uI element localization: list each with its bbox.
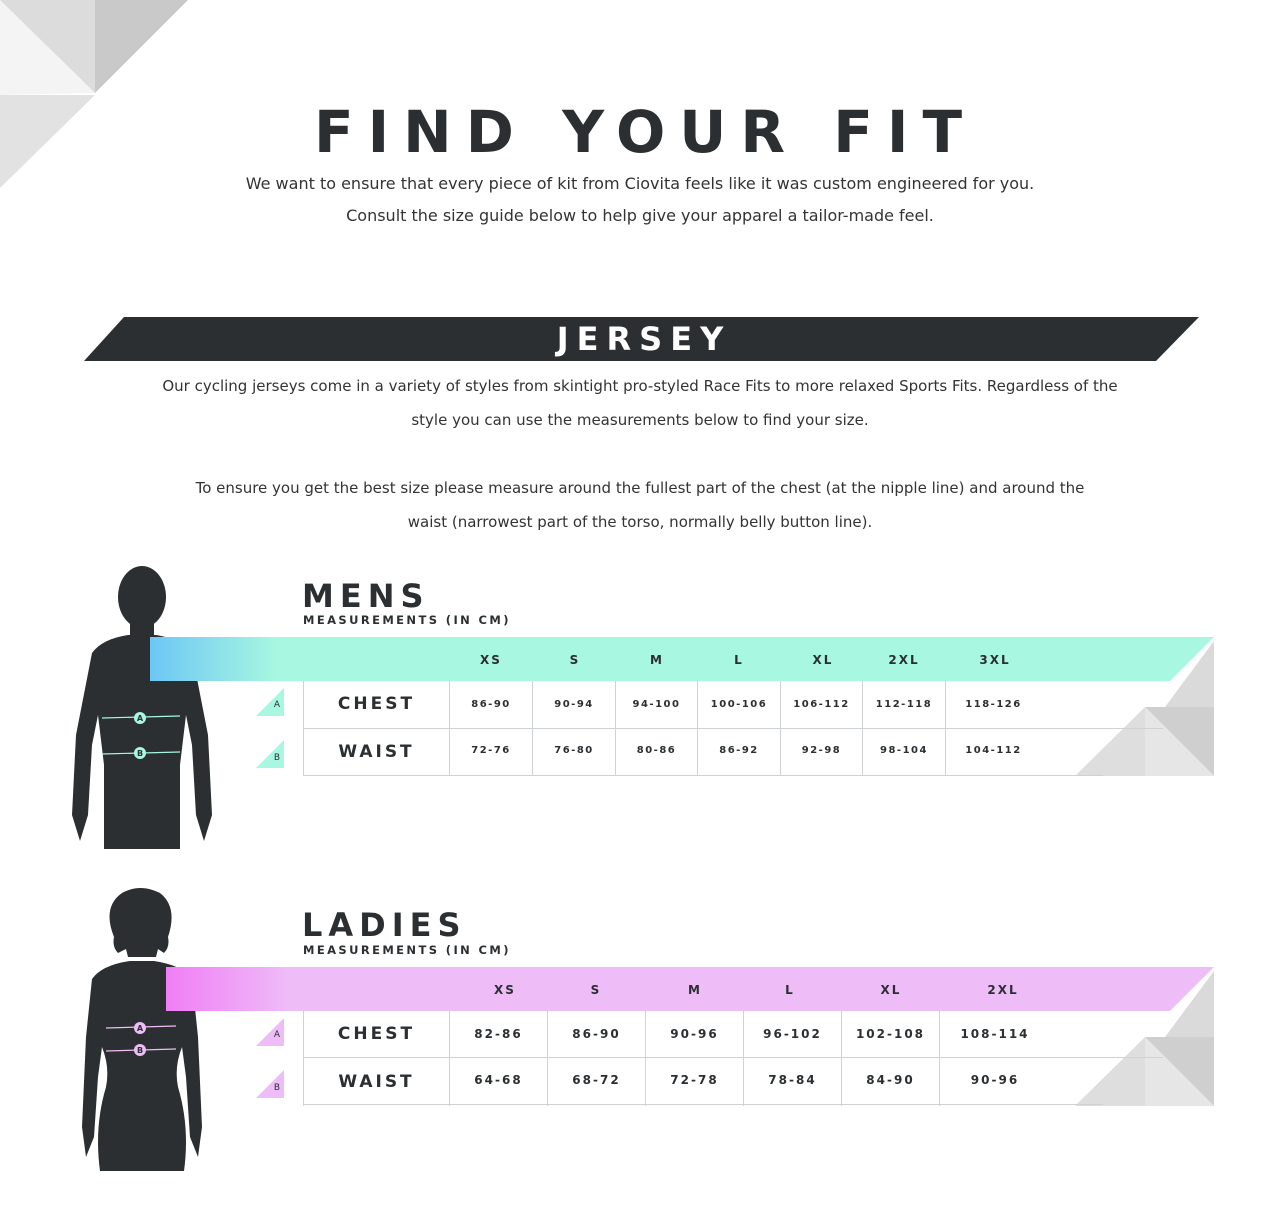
mens-corner-triangles-decoration: [1075, 637, 1215, 777]
svg-text:B: B: [136, 1046, 144, 1055]
mens-chest-2xl: 112-118: [875, 699, 933, 710]
mens-marker-a-letter: A: [273, 700, 281, 710]
ladies-chest-l: 96-102: [763, 1027, 822, 1041]
mens-size-s: S: [569, 653, 581, 667]
mens-waist-s: 76-80: [554, 745, 594, 756]
mens-waist-xl: 92-98: [801, 745, 842, 756]
mens-chest-xs: 86-90: [471, 699, 511, 710]
ladies-waist-2xl: 90-96: [970, 1073, 1020, 1087]
page-title: FIND YOUR FIT: [313, 98, 977, 166]
ladies-chest-m: 90-96: [670, 1027, 719, 1041]
mens-size-m: M: [650, 653, 664, 667]
ladies-subtitle: MEASUREMENTS (IN CM): [303, 943, 511, 957]
ladies-chest-xl: 102-108: [855, 1027, 926, 1041]
ladies-row-label-chest: CHEST: [337, 1024, 416, 1044]
mens-chest-m: 94-100: [632, 699, 681, 710]
ladies-size-xs: XS: [494, 983, 516, 997]
male-silhouette-icon: [62, 565, 222, 851]
ladies-waist-l: 78-84: [768, 1073, 817, 1087]
mens-size-xl: XL: [812, 653, 834, 667]
mens-row-label-waist: WAIST: [338, 742, 415, 762]
ladies-waist-xl: 84-90: [866, 1073, 915, 1087]
mens-waist-3xl: 104-112: [965, 745, 1022, 756]
ladies-marker-a-letter: A: [273, 1030, 281, 1040]
mens-size-3xl: 3XL: [979, 653, 1011, 667]
ladies-waist-s: 68-72: [572, 1073, 621, 1087]
measure-instructions-line-1: To ensure you get the best size please measure around the fullest part of the chest (at the nipple line) and around the: [195, 479, 1085, 497]
jersey-title: JERSEY: [556, 320, 732, 358]
jersey-description-line-2: style you can use the measurements below to find your size.: [411, 411, 869, 429]
mens-chest-xl: 106-112: [793, 699, 850, 710]
ladies-size-l: L: [785, 983, 795, 997]
mens-chest-3xl: 118-126: [965, 699, 1022, 710]
ladies-size-s: S: [590, 983, 602, 997]
jersey-description-line-1: Our cycling jerseys come in a variety of styles from skintight pro-styled Race Fits to more relaxed Sports Fits. Regardless of the: [162, 377, 1118, 395]
mens-size-l: L: [734, 653, 744, 667]
mens-chest-l: 100-106: [710, 699, 768, 710]
mens-row-label-chest: CHEST: [337, 694, 416, 714]
svg-text:A: A: [136, 714, 144, 723]
ladies-waist-m: 72-78: [670, 1073, 719, 1087]
ladies-size-m: M: [688, 983, 702, 997]
mens-marker-b-letter: B: [273, 753, 281, 763]
ladies-chest-xs: 82-86: [474, 1027, 523, 1041]
mens-waist-2xl: 98-104: [880, 745, 928, 756]
svg-text:B: B: [136, 749, 144, 758]
measure-instructions-line-2: waist (narrowest part of the torso, normally belly button line).: [407, 513, 873, 531]
mens-size-xs: XS: [480, 653, 502, 667]
ladies-waist-xs: 64-68: [474, 1073, 523, 1087]
mens-waist-xs: 72-76: [471, 745, 511, 756]
mens-chest-s: 90-94: [554, 699, 594, 710]
ladies-title: LADIES: [302, 906, 467, 944]
mens-waist-m: 80-86: [636, 745, 677, 756]
mens-title: MENS: [302, 577, 430, 615]
svg-text:A: A: [136, 1024, 144, 1033]
intro-line-2: Consult the size guide below to help give your apparel a tailor-made feel.: [346, 206, 934, 225]
ladies-row-label-waist: WAIST: [338, 1072, 415, 1092]
ladies-chest-s: 86-90: [572, 1027, 621, 1041]
intro-line-1: We want to ensure that every piece of kit from Ciovita feels like it was custom engineered for you.: [245, 174, 1035, 193]
ladies-marker-b-letter: B: [273, 1083, 281, 1093]
ladies-size-2xl: 2XL: [987, 983, 1019, 997]
female-silhouette-icon: [72, 887, 212, 1173]
mens-waist-l: 86-92: [719, 745, 759, 756]
ladies-corner-triangles-decoration: [1075, 967, 1215, 1107]
mens-subtitle: MEASUREMENTS (IN CM): [303, 613, 511, 627]
ladies-chest-2xl: 108-114: [960, 1027, 1030, 1041]
mens-size-2xl: 2XL: [888, 653, 920, 667]
ladies-size-xl: XL: [880, 983, 902, 997]
